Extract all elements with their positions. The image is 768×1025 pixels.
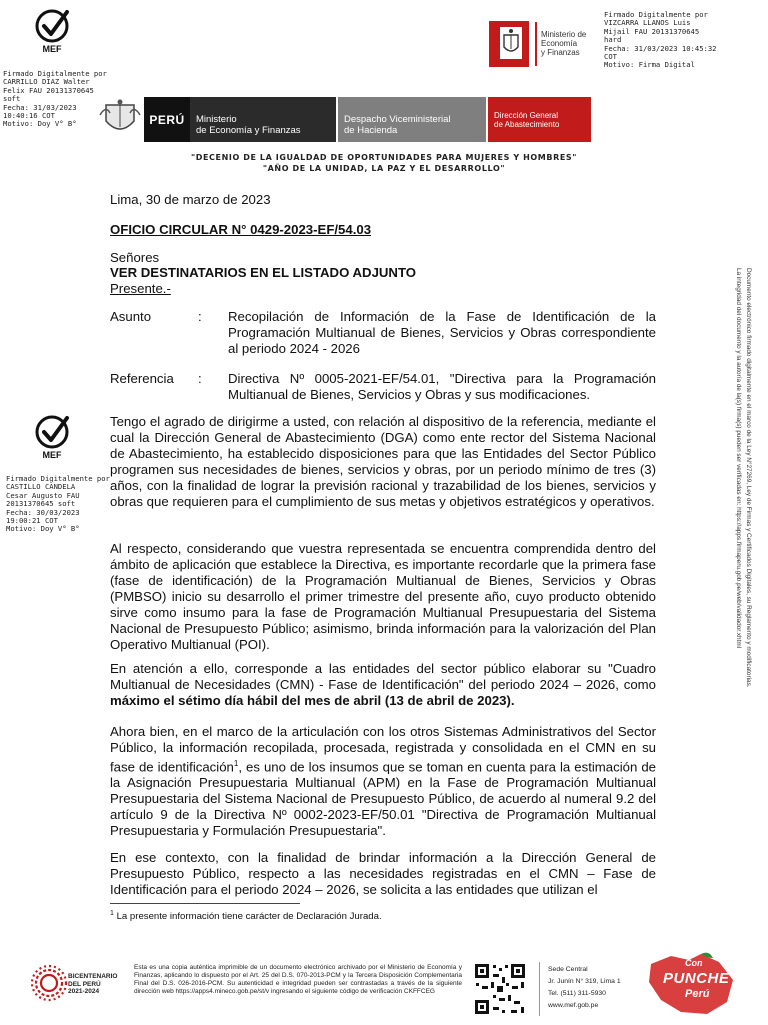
side-legal-note [733, 268, 755, 748]
paragraph-3-deadline: máximo el sétimo día hábil del mes de abril (13 de abril de 2023). [110, 693, 515, 708]
presente [110, 281, 656, 297]
paragraph-2: Al respecto, considerando que vuestra representada se encuentra comprendida dentro del ámbito de aplicación que establece la Directiva, es importante recordarle que la primera fase (fase de identificación) de la Programación Multianual de Bienes, Servicios y Obras (PMBSO) inicio su desarrollo el primer trimestre del presente año, cuyo producto obtenido sirve como insumo para la fase de Programación Multianual Presupuestaria del Sistema Nacional de Presupuesto Público; asimismo, brinda información para la valorización del Plan Operativo Multianual (POI). [110, 541, 656, 652]
signature-check-icon [31, 8, 73, 44]
peru-shield-icon [96, 97, 144, 142]
direction-line: de Abastecimiento [494, 119, 560, 129]
decenio-heading [0, 152, 768, 174]
authenticity-notice: Esta es una copia auténtica imprimible de un documento electrónico archivado por el Ministerio de Economía y Finanzas, aplicando lo dispuesto por el Art. 25 del D.S. 070-2013-PCM y la Tercera Disposición Complementaria Final del D.S. 026-2016-PCM. Su autenticidad e integridad pueden ser contrastadas a través de la siguiente dirección web https://apps4.mineco.gob.pe/st/v ingresando el siguiente código de verificación CKFFCEG [134, 964, 462, 995]
footer-divider [539, 962, 540, 1016]
footnote [110, 910, 382, 922]
asunto-label: Asunto [110, 309, 152, 324]
country-badge: PERÚ [144, 97, 190, 142]
footnote-divider [110, 903, 300, 904]
bicentenario-line: DEL PERÚ [68, 980, 101, 988]
paragraph-1: Tengo el agrado de dirigirme a usted, con relación al dispositivo de la referencia, mediante el cual la Dirección General de Abastecimiento (DGA) como ente rector del Sistema Nacional de Abastecimiento, ha establecido disposiciones para que las Entidades del Sector Público programen sus necesidades de bienes, servicios y obras, por un periodo mínimo de tres (3) años, con la finalidad de lograr la previsión racional y trazabilidad de los bienes, servicios y obras que requieren para el cumplimiento de sus metas y objetivos estratégicos y operativos. [110, 414, 656, 509]
digital-signature-carrillo: Firmado Digitalmente por CARRILLO DIAZ Walter Felix FAU 20131370645 soft Fecha: 31/03/2023 10:40:16 COT Motivo: Doy V° B° [3, 69, 107, 129]
salutation: Señores [110, 250, 160, 265]
letter-date: Lima, 30 de marzo de 2023 [110, 192, 271, 207]
ministry-seal-line: Economía [541, 39, 578, 48]
bicentenario-sun-icon [30, 960, 68, 1006]
bicentenario-label [68, 973, 117, 996]
recipients [110, 265, 656, 281]
seal-divider [535, 22, 537, 66]
qr-code-icon[interactable] [473, 962, 527, 1016]
footnote-reference[interactable]: 1 [233, 759, 239, 768]
direction-segment [488, 97, 591, 142]
con-punche-peru-logo [641, 950, 743, 1020]
bicentenario-line: 2021-2024 [68, 988, 100, 995]
signature-check-icon [31, 414, 73, 450]
side-note-line: Documento electrónico firmado digitalmente en el marco de la Ley N°27269, Ley de Firmas y Certificados Digitales, su Reglamento y modificatorias. [745, 268, 752, 688]
campaign-con: Con [685, 958, 703, 968]
paragraph-4 [110, 724, 656, 839]
paragraph-3-text: En atención a ello, corresponde a las entidades del sector público elaborar su "Cuadro Multianual de Necesidades (CMN) - Fase de Identificación" del periodo 2024 – 2026, como [110, 661, 656, 692]
referencia-label: Referencia [110, 371, 174, 386]
year-motto-line: "AÑO DE LA UNIDAD, LA PAZ Y EL DESARROLLO" [262, 164, 506, 173]
vice-ministry-segment [338, 97, 486, 142]
mef-logo-text: MEF [42, 44, 62, 54]
presente-text: Presente.- [110, 281, 171, 296]
ministry-line: de Economía y Finanzas [196, 125, 301, 136]
asunto-row [110, 309, 656, 357]
oficio-number [110, 222, 656, 238]
direction-line: Dirección General [494, 110, 559, 120]
campaign-peru: Perú [685, 988, 710, 1000]
footnote-text: La presente información tiene carácter de Declaración Jurada. [116, 911, 382, 923]
header-band [144, 97, 591, 142]
mef-signature-logo [31, 8, 73, 54]
contact-line: Jr. Junín N° 319, Lima 1 [548, 978, 621, 985]
side-note-line: La integridad del documento y la autoría de la(s) firma(s) pueden ser verificadas en: https://apps.firmaperu.gob.pe/web/validador.xhtml [735, 268, 742, 649]
oficio-number-text: OFICIO CIRCULAR N° 0429-2023-EF/54.03 [110, 222, 372, 237]
ministry-seal-line: y Finanzas [541, 48, 580, 57]
ministry-line: Ministerio [196, 114, 237, 125]
contact-info [548, 964, 621, 1012]
vice-ministry-line: de Hacienda [344, 125, 398, 136]
referencia-text: Directiva Nº 0005-2021-EF/54.01, "Directiva para la Programación Multianual de Bienes, Servicios y Obras y sus modificaciones. [228, 371, 656, 402]
paragraph-3 [110, 661, 656, 709]
contact-line: Sede Central [548, 966, 588, 973]
asunto-separator: : [198, 309, 202, 324]
contact-line: Tel. (511) 311-5930 [548, 990, 606, 997]
paragraph-5: En ese contexto, con la finalidad de brindar información a la Dirección General de Presupuesto Público, respecto a las necesidades registradas en el CMN – Fase de Identificación para el periodo 2024 – 2026, se solicita a las entidades que utilizan el [110, 850, 656, 897]
mef-logo-text: MEF [42, 450, 62, 460]
digital-signature-castillo: Firmado Digitalmente por CASTILLO CANDELA Cesar Augusto FAU 20131370645 soft Fecha: 30/03/2023 19:00:21 COT Motivo: Doy V° B° [6, 474, 110, 534]
footnote-marker: 1 [110, 910, 114, 917]
ministry-segment [190, 97, 336, 142]
website-link[interactable]: www.mef.gob.pe [548, 1002, 599, 1009]
asunto-text: Recopilación de Información de la Fase de Identificación de la Programación Multianual de Bienes, Servicios y Obras correspondiente al periodo 2024 - 2026 [228, 309, 656, 356]
ministry-seal [489, 21, 603, 67]
peru-coat-of-arms-icon [498, 25, 524, 61]
recipients-text: VER DESTINATARIOS EN EL LISTADO ADJUNTO [110, 265, 417, 280]
referencia-row [110, 371, 656, 403]
digital-signature-vizcarra: Firmado Digitalmente por VIZCARRA LLANOS Luis Mijail FAU 20131370645 hard Fecha: 31/03/2023 10:45:32 COT Motivo: Firma Digital [604, 10, 717, 70]
decenio-line: "DECENIO DE LA IGUALDAD DE OPORTUNIDADES PARA MUJERES Y HOMBRES" [190, 153, 578, 162]
ministry-seal-label [541, 30, 586, 57]
paragraph-4-text-cont: , es uno de los insumos que se toman en cuenta para la estimación de la Asignación Presupuestaria Multianual (APM) en la Fase de Programación Multianual Presupuestaria del Sistema Nacional de Presupuesto Público, de acuerdo al numeral 9.2 del artículo 9 de la Directiva Nº 0002-2023-EF/50.01 "Directiva de Programación Multianual Presupuestaria y Formulación Presupuestaria". [110, 759, 656, 839]
mef-signature-logo-2 [31, 414, 73, 460]
ministry-seal-line: Ministerio de [541, 30, 587, 39]
bicentenario-line: BICENTENARIO [68, 973, 118, 980]
campaign-punche: PUNCHE [663, 970, 730, 987]
referencia-separator: : [198, 371, 202, 386]
vice-ministry-line: Despacho Viceministerial [344, 114, 451, 125]
paragraph-4-text: Ahora bien, en el marco de la articulación con los otros Sistemas Administrativos del Sector Público, la información recopilada, procesada, registrada y consolidada en el CMN en su fase de identificación [110, 724, 656, 775]
